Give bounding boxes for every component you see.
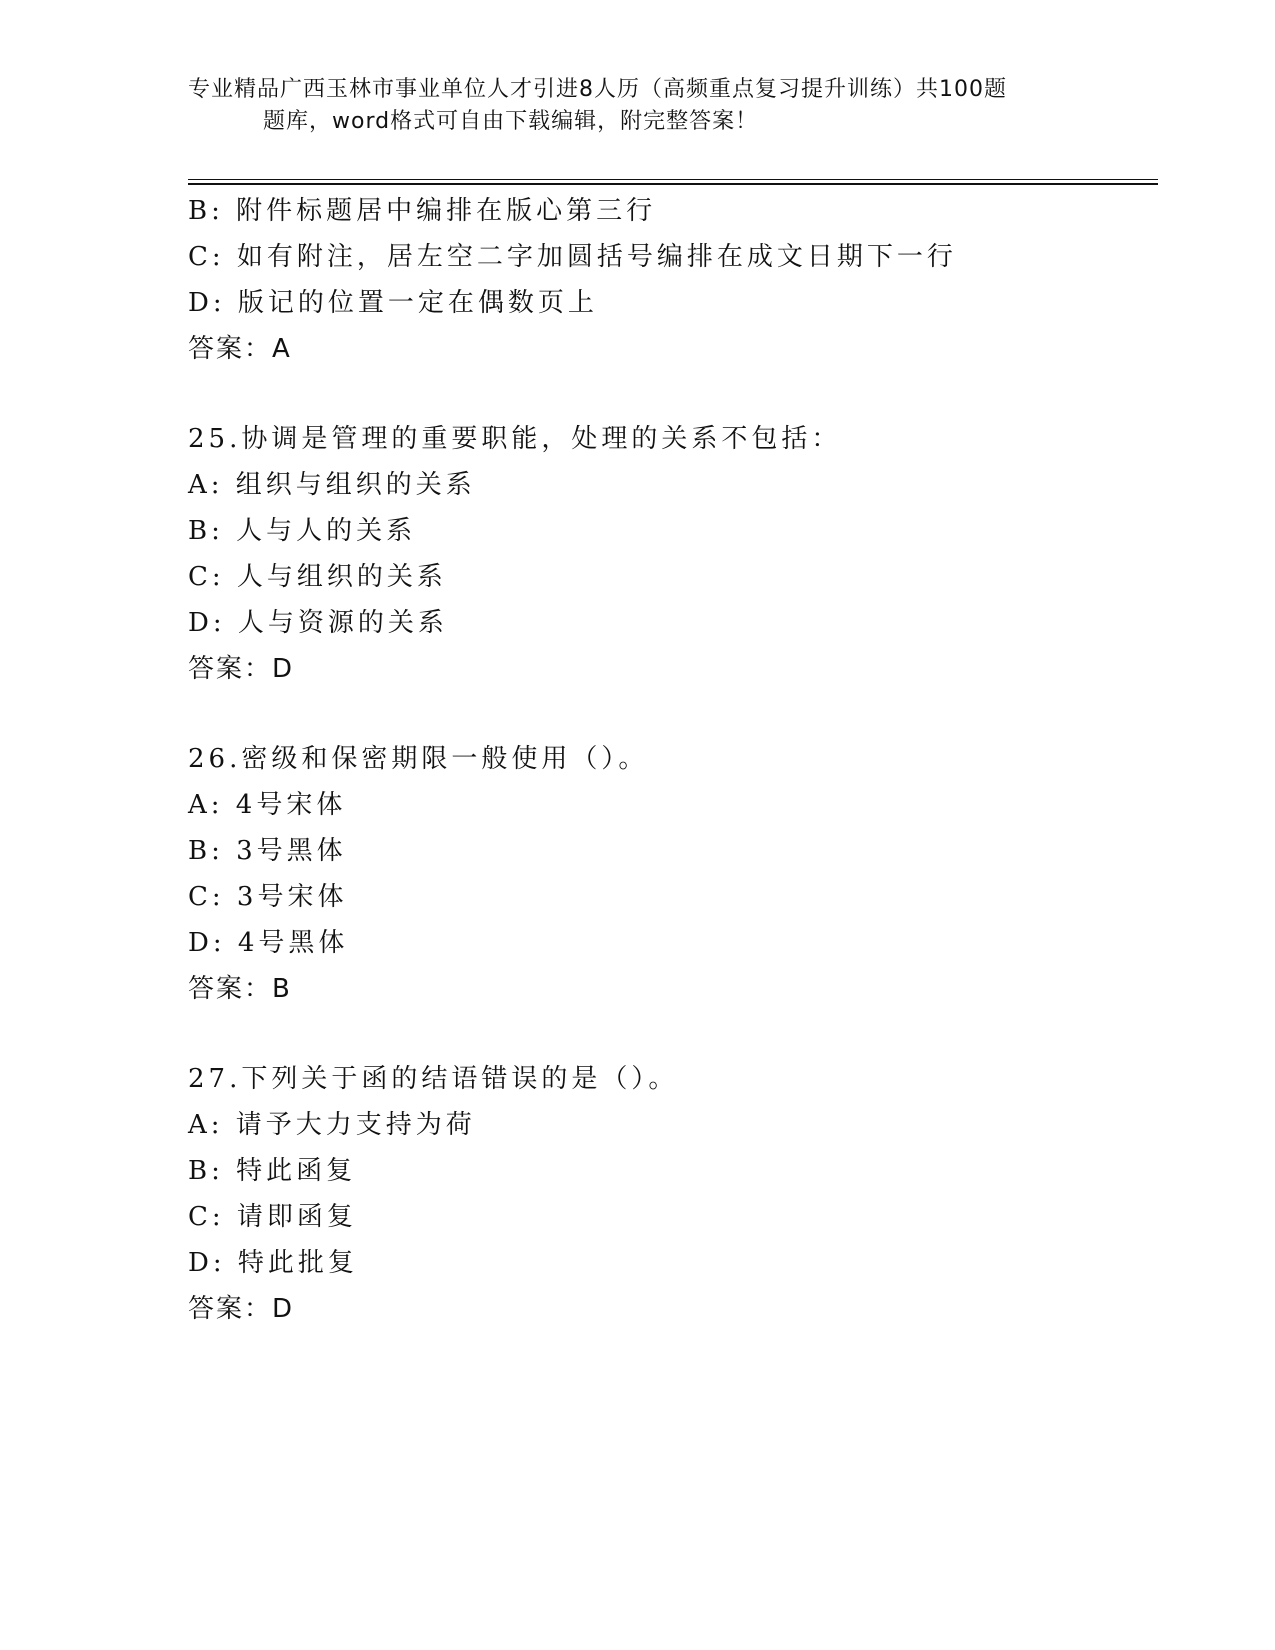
option-d: D: 特此批复 xyxy=(188,1248,358,1278)
option-c: C: 如有附注，居左空二字加圆括号编排在成文日期下一行 xyxy=(188,242,957,272)
option-a: A: 请予大力支持为荷 xyxy=(188,1110,476,1140)
question-26 xyxy=(188,736,1148,1012)
option-d: D: 4号黑体 xyxy=(188,928,349,958)
question-spacer xyxy=(188,692,1148,736)
option-c: C: 3号宋体 xyxy=(188,882,348,912)
question-stem: 25.协调是管理的重要职能，处理的关系不包括： xyxy=(188,424,842,454)
header-divider-thick xyxy=(188,183,1158,185)
header-title-line-1: 专业精品广西玉林市事业单位人才引进8人历（高频重点复习提升训练）共100题 xyxy=(188,77,1007,102)
answer-line: 答案：D xyxy=(188,1294,295,1324)
option-b: B: 特此函复 xyxy=(188,1156,357,1186)
header-divider-thin xyxy=(188,179,1158,180)
option-c: C: 人与组织的关系 xyxy=(188,562,447,592)
option-b: B: 3号黑体 xyxy=(188,836,347,866)
document-header xyxy=(188,74,1088,138)
header-title-line-2: 题库，word格式可自由下载编辑，附完整答案！ xyxy=(263,109,759,134)
question-spacer xyxy=(188,372,1148,416)
answer-line: 答案：D xyxy=(188,654,295,684)
continued-question xyxy=(188,188,1148,372)
question-spacer xyxy=(188,1012,1148,1056)
answer-line: 答案：B xyxy=(188,974,292,1004)
option-d: D: 人与资源的关系 xyxy=(188,608,448,638)
option-b: B: 人与人的关系 xyxy=(188,516,417,546)
option-a: A: 4号宋体 xyxy=(188,790,347,820)
option-a: A: 组织与组织的关系 xyxy=(188,470,476,500)
option-b: B: 附件标题居中编排在版心第三行 xyxy=(188,196,657,226)
option-c: C: 请即函复 xyxy=(188,1202,357,1232)
answer-line: 答案：A xyxy=(188,334,292,364)
question-stem: 27.下列关于函的结语错误的是（）。 xyxy=(188,1064,679,1094)
question-25 xyxy=(188,416,1148,692)
option-d: D: 版记的位置一定在偶数页上 xyxy=(188,288,598,318)
question-27 xyxy=(188,1056,1148,1332)
question-stem: 26.密级和保密期限一般使用（）。 xyxy=(188,744,649,774)
document-body xyxy=(188,188,1148,1332)
